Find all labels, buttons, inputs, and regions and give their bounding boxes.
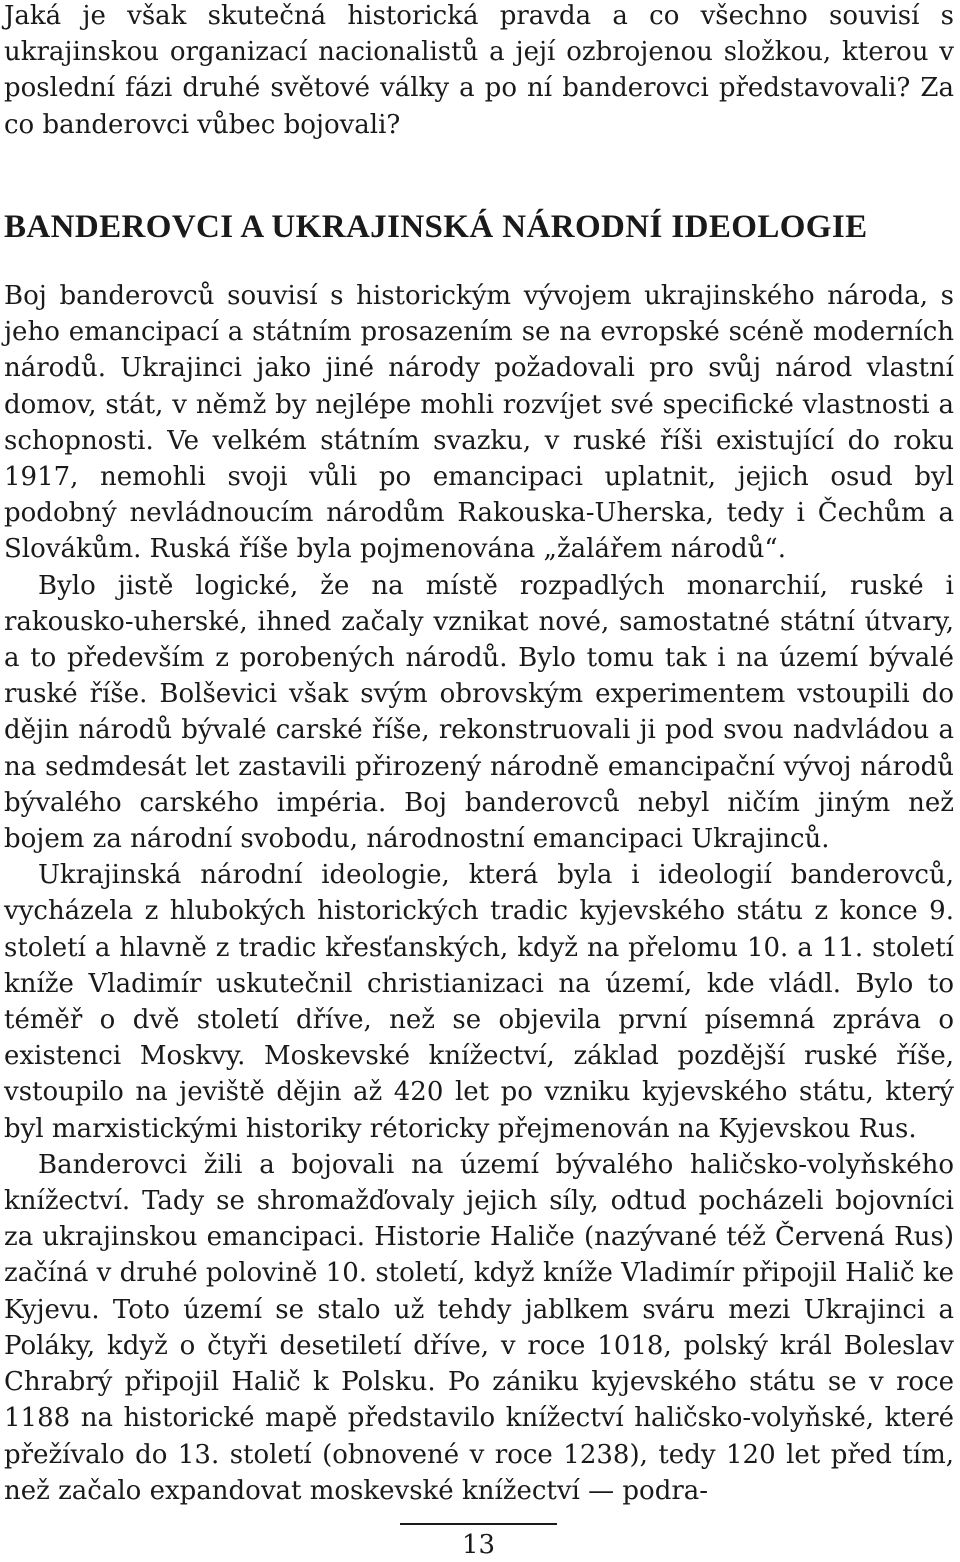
body-paragraph-2: Bylo jistě logické, že na místě rozpadlých monarchií, ruské i rakousko-uherské, ihned začaly vznikat nové, samostatné státní útvary, a to především z porobených národů. Bylo tomu tak i na území bývalé ruské říše. Bolševici však svým obrovským experimentem vstoupili do dějin národů bývalé carské říše, rekonstruovali ji pod svou nadvládou a na sedmdesát let zastavili přirozený národně emancipační vývoj národů bývalého carského impéria. Boj banderovců nebyl ničím jiným než bojem za národní svobodu, národnostní emancipaci Ukrajinců. <box>4 570 954 855</box>
body-paragraph-4: Banderovci žili a bojovali na území bývalého haličsko-volyňského knížectví. Tady se shromažďovaly jejich síly, odtud pocházeli bojovníci za ukrajinskou emancipaci. Historie Haliče (nazývané též Červená Rus) začíná v druhé polovině 10. století, když kníže Vladimír připojil Halič ke Kyjevu. Toto území se stalo už tehdy jablkem sváru mezi Ukrajinci a Poláky, když o čtyři desetiletí dříve, v roce 1018, polský král Boleslav Chrabrý připojil Halič k Polsku. Po zániku kyjevského státu se v roce 1188 na historické mapě představilo knížectví haličsko-volyňské, které přežívalo do 13. století (obnovené v roce 1238), tedy 120 let před tím, než začalo expandovat moskevské knížectví — podra- <box>4 1149 954 1506</box>
page-number: 13 <box>461 1530 496 1560</box>
intro-paragraph: Jaká je však skutečná historická pravda a co všechno souvisí s ukrajinskou organizací nacionalistů a její ozbrojenou složkou, kterou v poslední fázi druhé světové války a po ní banderovci představovali? Za co banderovci vůbec bojovali? <box>4 1 954 140</box>
footer-rule <box>400 1523 557 1525</box>
body-paragraph-1: Boj banderovců souvisí s historickým vývojem ukrajinského národa, s jeho emancipací a státním prosazením se na evropské scéně moderních národů. Ukrajinci jako jiné národy požadovali pro svůj národ vlastní domov, stát, v němž by nejlépe mohli rozvíjet své specifické vlastnosti a schopnosti. Ve velkém státním svazku, v ruské říši existující do roku 1917, nemohli svoji vůli po emancipaci uplatnit, jejich osud byl podobný nevládnoucím národům Rakouska-Uherska, tedy i Čechům a Slovákům. Ruská říše byla pojmenována „žalářem národů“. <box>4 281 954 565</box>
body-text <box>4 278 954 1509</box>
body-paragraph-3: Ukrajinská národní ideologie, která byla i ideologií banderovců, vycházela z hlubokých historických tradic kyjevského státu z konce 9. století a hlavně z tradic křesťanských, když na přelomu 10. a 11. století kníže Vladimír uskutečnil christianizaci na území, kde vládl. Bylo to téměř o dvě století dříve, než se objevila první písemná zpráva o existenci Moskvy. Moskevské knížectví, základ pozdější ruské říše, vstoupilo na jeviště dějin až 420 let po vzniku kyjevského státu, který byl marxistickými historiky rétoricky přejmenován na Kyjevskou Rus. <box>4 860 954 1144</box>
section-heading: BANDEROVCI A UKRAJINSKÁ NÁRODNÍ IDEOLOGIE <box>4 209 868 245</box>
